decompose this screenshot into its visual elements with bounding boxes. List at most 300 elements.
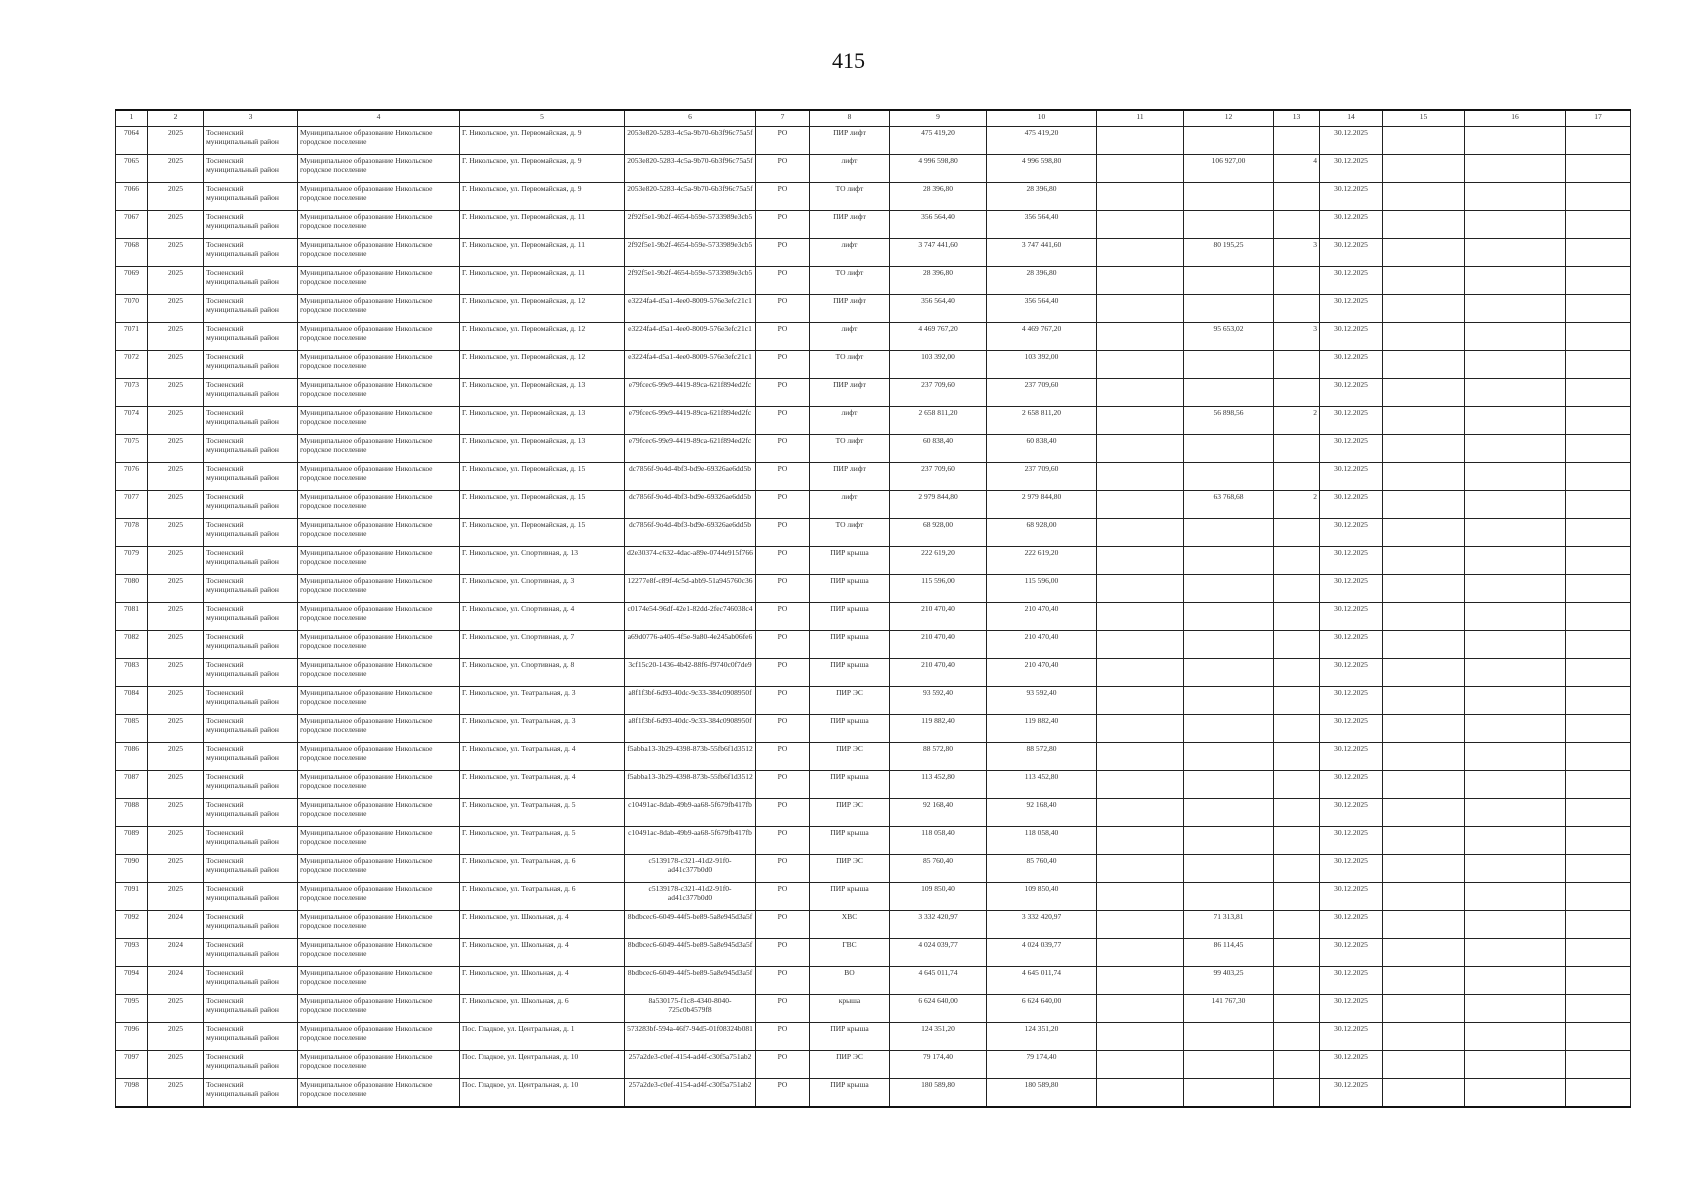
table-cell: e3224fa4-d5a1-4ee0-8009-576e3efc21c1	[625, 323, 756, 351]
table-cell: Тосненский муниципальный район	[204, 407, 298, 435]
table-cell: Тосненский муниципальный район	[204, 1051, 298, 1079]
table-row	[116, 659, 1631, 687]
table-cell: ХВС	[810, 911, 890, 939]
table-cell: 2025	[148, 183, 204, 211]
table-cell: РО	[756, 155, 810, 183]
table-cell: Муниципальное образование Никольское городское поселение	[298, 547, 460, 575]
table-cell: ГВС	[810, 939, 890, 967]
table-cell: лифт	[810, 323, 890, 351]
table-cell: Муниципальное образование Никольское городское поселение	[298, 435, 460, 463]
table-cell	[1465, 799, 1566, 827]
table-cell: 30.12.2025	[1320, 295, 1383, 323]
table-cell	[1566, 323, 1631, 351]
table-cell	[1383, 1051, 1465, 1079]
table-cell: 2025	[148, 547, 204, 575]
table-cell	[1465, 575, 1566, 603]
table-cell	[1274, 855, 1320, 883]
table-cell: Тосненский муниципальный район	[204, 715, 298, 743]
table-cell: РО	[756, 771, 810, 799]
table-row	[116, 351, 1631, 379]
table-cell: Муниципальное образование Никольское городское поселение	[298, 799, 460, 827]
table-cell: 99 403,25	[1184, 967, 1274, 995]
table-cell	[1566, 519, 1631, 547]
table-cell	[1566, 575, 1631, 603]
table-cell	[1274, 435, 1320, 463]
table-cell: РО	[756, 799, 810, 827]
table-cell	[1184, 799, 1274, 827]
table-cell: Тосненский муниципальный район	[204, 771, 298, 799]
table-cell	[1097, 127, 1184, 155]
table-cell: РО	[756, 883, 810, 911]
table-cell: 30.12.2025	[1320, 799, 1383, 827]
table-cell	[1097, 379, 1184, 407]
table-cell: 118 058,40	[890, 827, 987, 855]
table-cell: 4 469 767,20	[890, 323, 987, 351]
table-cell: Пос. Гладкое, ул. Центральная, д. 1	[460, 1023, 625, 1051]
column-header: 2	[148, 110, 204, 127]
table-cell	[1465, 855, 1566, 883]
table-cell: 30.12.2025	[1320, 267, 1383, 295]
table-cell	[1465, 1051, 1566, 1079]
table-cell	[1274, 1079, 1320, 1107]
table-row	[116, 239, 1631, 267]
table-cell	[1465, 435, 1566, 463]
table-cell	[1566, 659, 1631, 687]
table-cell	[1184, 519, 1274, 547]
table-cell: ПИР крыша	[810, 631, 890, 659]
table-cell: Г. Никольское, ул. Первомайская, д. 11	[460, 211, 625, 239]
table-cell: a69d0776-a405-4f5e-9a80-4e245ab06fe6	[625, 631, 756, 659]
table-cell: 30.12.2025	[1320, 575, 1383, 603]
table-cell: 115 596,00	[987, 575, 1097, 603]
table-cell	[1097, 687, 1184, 715]
table-cell: 30.12.2025	[1320, 127, 1383, 155]
table-cell: 4 469 767,20	[987, 323, 1097, 351]
table-cell: c5139178-c321-41d2-91f0-ad41c377b0d0	[625, 855, 756, 883]
table-cell: 30.12.2025	[1320, 351, 1383, 379]
table-cell	[1274, 631, 1320, 659]
table-cell	[1465, 239, 1566, 267]
table-cell	[1184, 435, 1274, 463]
table-cell	[1274, 967, 1320, 995]
table-cell: ПИР лифт	[810, 463, 890, 491]
table-cell	[1465, 743, 1566, 771]
table-cell	[1274, 743, 1320, 771]
table-cell: 237 709,60	[890, 463, 987, 491]
table-cell: РО	[756, 379, 810, 407]
table-cell: Муниципальное образование Никольское городское поселение	[298, 1051, 460, 1079]
table-cell	[1383, 575, 1465, 603]
table-cell: 93 592,40	[987, 687, 1097, 715]
table-row	[116, 323, 1631, 351]
table-cell: РО	[756, 827, 810, 855]
table-cell: 30.12.2025	[1320, 631, 1383, 659]
table-cell: РО	[756, 967, 810, 995]
table-cell: 56 898,56	[1184, 407, 1274, 435]
table-cell: 30.12.2025	[1320, 939, 1383, 967]
table-cell: Г. Никольское, ул. Спортивная, д. 7	[460, 631, 625, 659]
table-cell: Тосненский муниципальный район	[204, 379, 298, 407]
table-cell	[1274, 1023, 1320, 1051]
table-row	[116, 799, 1631, 827]
column-header: 7	[756, 110, 810, 127]
table-cell	[1274, 379, 1320, 407]
table-cell: 2025	[148, 603, 204, 631]
table-cell	[1097, 799, 1184, 827]
table-cell: 257a2de3-c0ef-4154-ad4f-c30f5a751ab2	[625, 1051, 756, 1079]
table-cell: Тосненский муниципальный район	[204, 855, 298, 883]
table-cell: Г. Никольское, ул. Спортивная, д. 3	[460, 575, 625, 603]
table-cell: Тосненский муниципальный район	[204, 463, 298, 491]
table-cell: ПИР ЭС	[810, 743, 890, 771]
table-row	[116, 743, 1631, 771]
table-cell	[1383, 547, 1465, 575]
table-cell: Тосненский муниципальный район	[204, 1023, 298, 1051]
table-cell: лифт	[810, 239, 890, 267]
table-cell: Пос. Гладкое, ул. Центральная, д. 10	[460, 1079, 625, 1107]
column-header: 4	[298, 110, 460, 127]
table-cell: 30.12.2025	[1320, 379, 1383, 407]
table-cell: 7094	[116, 967, 148, 995]
table-cell: 141 767,30	[1184, 995, 1274, 1023]
table-cell: 60 838,40	[890, 435, 987, 463]
table-cell: РО	[756, 239, 810, 267]
table-cell: 30.12.2025	[1320, 183, 1383, 211]
table-cell: ПИР лифт	[810, 211, 890, 239]
table-cell: ПИР ЭС	[810, 687, 890, 715]
table-cell: 2025	[148, 491, 204, 519]
table-cell: 2025	[148, 435, 204, 463]
table-cell: Муниципальное образование Никольское городское поселение	[298, 323, 460, 351]
table-cell: Муниципальное образование Никольское городское поселение	[298, 1023, 460, 1051]
table-cell: Муниципальное образование Никольское городское поселение	[298, 939, 460, 967]
table-cell	[1097, 267, 1184, 295]
column-header: 5	[460, 110, 625, 127]
table-cell	[1383, 743, 1465, 771]
table-cell: 30.12.2025	[1320, 547, 1383, 575]
table-cell	[1465, 155, 1566, 183]
table-cell: Г. Никольское, ул. Первомайская, д. 12	[460, 323, 625, 351]
table-cell: Муниципальное образование Никольское городское поселение	[298, 127, 460, 155]
table-cell	[1097, 323, 1184, 351]
table-cell: 7065	[116, 155, 148, 183]
table-cell	[1566, 267, 1631, 295]
table-cell: 7077	[116, 491, 148, 519]
table-cell	[1566, 1023, 1631, 1051]
table-cell: 7085	[116, 715, 148, 743]
table-cell	[1274, 519, 1320, 547]
table-cell	[1097, 239, 1184, 267]
table-row	[116, 379, 1631, 407]
table-cell: 88 572,80	[890, 743, 987, 771]
table-cell: 2024	[148, 911, 204, 939]
table-cell: Муниципальное образование Никольское городское поселение	[298, 715, 460, 743]
table-cell	[1566, 463, 1631, 491]
table-cell: 4 996 598,80	[987, 155, 1097, 183]
column-header: 10	[987, 110, 1097, 127]
table-cell	[1566, 743, 1631, 771]
table-cell	[1097, 491, 1184, 519]
table-cell: 3	[1274, 323, 1320, 351]
table-cell: ПИР крыша	[810, 603, 890, 631]
table-cell	[1566, 351, 1631, 379]
table-cell	[1465, 715, 1566, 743]
table-cell	[1274, 995, 1320, 1023]
table-cell: 109 850,40	[987, 883, 1097, 911]
table-cell	[1274, 127, 1320, 155]
table-cell: 2025	[148, 631, 204, 659]
table-cell: Муниципальное образование Никольское городское поселение	[298, 183, 460, 211]
table-cell	[1383, 1079, 1465, 1107]
table-cell	[1383, 603, 1465, 631]
table-cell	[1383, 687, 1465, 715]
table-cell: ПИР крыша	[810, 827, 890, 855]
table-cell	[1383, 995, 1465, 1023]
table-cell: 7074	[116, 407, 148, 435]
table-cell: 30.12.2025	[1320, 827, 1383, 855]
table-cell: 3 747 441,60	[987, 239, 1097, 267]
table-cell: Муниципальное образование Никольское городское поселение	[298, 463, 460, 491]
table-cell: 4 645 011,74	[890, 967, 987, 995]
table-cell	[1097, 995, 1184, 1023]
table-cell: Тосненский муниципальный район	[204, 939, 298, 967]
table-cell	[1566, 491, 1631, 519]
table-cell: ПИР ЭС	[810, 855, 890, 883]
table-cell: 30.12.2025	[1320, 995, 1383, 1023]
table-cell: 475 419,20	[890, 127, 987, 155]
table-cell	[1274, 687, 1320, 715]
table-cell: РО	[756, 659, 810, 687]
table-cell: a8f1f3bf-6d93-40dc-9c33-384c0908950f	[625, 715, 756, 743]
table-cell: 7071	[116, 323, 148, 351]
table-cell: 7096	[116, 1023, 148, 1051]
table-cell: 7075	[116, 435, 148, 463]
table-cell: 28 396,80	[890, 183, 987, 211]
table-row	[116, 911, 1631, 939]
table-cell: ТО лифт	[810, 435, 890, 463]
table-cell	[1274, 211, 1320, 239]
table-cell: 210 470,40	[987, 603, 1097, 631]
table-cell: 2025	[148, 407, 204, 435]
table-cell: Г. Никольское, ул. Первомайская, д. 9	[460, 127, 625, 155]
table-cell: РО	[756, 407, 810, 435]
table-cell: Г. Никольское, ул. Первомайская, д. 13	[460, 379, 625, 407]
table-cell	[1465, 491, 1566, 519]
table-cell	[1097, 771, 1184, 799]
table-cell: 2f92f5e1-9b2f-4654-b59e-5733989e3cb5	[625, 239, 756, 267]
table-cell: 7097	[116, 1051, 148, 1079]
table-cell	[1097, 351, 1184, 379]
table-cell	[1097, 407, 1184, 435]
table-cell: 30.12.2025	[1320, 1079, 1383, 1107]
table-cell	[1566, 911, 1631, 939]
table-cell	[1184, 463, 1274, 491]
table-cell	[1383, 939, 1465, 967]
table-cell: 30.12.2025	[1320, 603, 1383, 631]
table-row	[116, 631, 1631, 659]
table-cell: 356 564,40	[987, 295, 1097, 323]
table-cell: 2025	[148, 743, 204, 771]
table-cell: 2024	[148, 967, 204, 995]
table-cell	[1566, 715, 1631, 743]
table-cell: РО	[756, 295, 810, 323]
table-cell	[1097, 575, 1184, 603]
table-cell	[1184, 715, 1274, 743]
table-cell: ПИР ЭС	[810, 799, 890, 827]
table-cell: 30.12.2025	[1320, 211, 1383, 239]
table-cell: ПИР крыша	[810, 1079, 890, 1107]
table-cell	[1184, 827, 1274, 855]
table-cell	[1184, 351, 1274, 379]
table-cell: лифт	[810, 491, 890, 519]
table-cell: 573283bf-594a-46f7-94d5-01f08324b081	[625, 1023, 756, 1051]
table-cell: 2025	[148, 771, 204, 799]
table-row	[116, 575, 1631, 603]
table-cell	[1184, 603, 1274, 631]
table-row	[116, 519, 1631, 547]
table-cell: 7086	[116, 743, 148, 771]
table-cell	[1465, 911, 1566, 939]
table-cell: 7090	[116, 855, 148, 883]
table-cell: 2053e820-5283-4c5a-9b70-6b3f96c75a5f	[625, 183, 756, 211]
table-cell	[1383, 631, 1465, 659]
table-cell	[1465, 519, 1566, 547]
table-cell: 7073	[116, 379, 148, 407]
table-cell: Муниципальное образование Никольское городское поселение	[298, 407, 460, 435]
table-cell	[1274, 1051, 1320, 1079]
table-cell: РО	[756, 491, 810, 519]
table-cell: 2025	[148, 1079, 204, 1107]
table-cell	[1566, 799, 1631, 827]
table-row	[116, 603, 1631, 631]
table-cell: 30.12.2025	[1320, 1023, 1383, 1051]
table-cell	[1184, 855, 1274, 883]
table-cell: ПИР крыша	[810, 883, 890, 911]
table-cell	[1274, 603, 1320, 631]
table-cell: 30.12.2025	[1320, 435, 1383, 463]
table-cell: ПИР крыша	[810, 547, 890, 575]
column-header: 12	[1184, 110, 1274, 127]
table-cell: РО	[756, 855, 810, 883]
table-cell: Г. Никольское, ул. Первомайская, д. 12	[460, 295, 625, 323]
table-cell: Тосненский муниципальный район	[204, 435, 298, 463]
table-cell: Муниципальное образование Никольское городское поселение	[298, 295, 460, 323]
table-cell: Тосненский муниципальный район	[204, 491, 298, 519]
column-header: 3	[204, 110, 298, 127]
table-cell	[1566, 239, 1631, 267]
table-cell	[1383, 715, 1465, 743]
table-cell	[1097, 911, 1184, 939]
table-cell	[1097, 463, 1184, 491]
table-cell: d2e30374-c632-4dac-a89e-0744e915f766	[625, 547, 756, 575]
table-cell: Тосненский муниципальный район	[204, 239, 298, 267]
table-cell: Г. Никольское, ул. Театральная, д. 3	[460, 715, 625, 743]
table-cell: Г. Никольское, ул. Первомайская, д. 11	[460, 267, 625, 295]
table-cell: Муниципальное образование Никольское городское поселение	[298, 743, 460, 771]
table-cell	[1566, 407, 1631, 435]
table-cell	[1097, 855, 1184, 883]
table-cell	[1465, 379, 1566, 407]
table-cell: 8bdbcec6-6049-44f5-be89-5a8e945d3a5f	[625, 967, 756, 995]
table-cell	[1566, 855, 1631, 883]
table-cell	[1383, 519, 1465, 547]
table-cell: 63 768,68	[1184, 491, 1274, 519]
table-cell: 2025	[148, 211, 204, 239]
header-row	[116, 110, 1631, 127]
table-cell	[1465, 295, 1566, 323]
table-cell	[1383, 771, 1465, 799]
table-cell: РО	[756, 211, 810, 239]
table-cell: 3 332 420,97	[987, 911, 1097, 939]
table-cell	[1184, 1051, 1274, 1079]
table-cell: Г. Никольское, ул. Первомайская, д. 9	[460, 183, 625, 211]
table-cell: 2053e820-5283-4c5a-9b70-6b3f96c75a5f	[625, 155, 756, 183]
table-cell: 210 470,40	[890, 603, 987, 631]
table-cell	[1465, 827, 1566, 855]
table-cell: 92 168,40	[987, 799, 1097, 827]
table-cell: Г. Никольское, ул. Школьная, д. 4	[460, 967, 625, 995]
table-cell: 7068	[116, 239, 148, 267]
table-cell: 85 760,40	[890, 855, 987, 883]
table-cell	[1566, 883, 1631, 911]
table-row	[116, 883, 1631, 911]
table-row	[116, 827, 1631, 855]
column-header: 9	[890, 110, 987, 127]
table-cell: РО	[756, 939, 810, 967]
table-cell	[1097, 967, 1184, 995]
table-cell: 2024	[148, 939, 204, 967]
column-header: 1	[116, 110, 148, 127]
table-cell: Пос. Гладкое, ул. Центральная, д. 10	[460, 1051, 625, 1079]
table-cell: 7079	[116, 547, 148, 575]
table-cell: РО	[756, 715, 810, 743]
table-cell	[1184, 379, 1274, 407]
table-cell: 118 058,40	[987, 827, 1097, 855]
table-cell: Г. Никольское, ул. Первомайская, д. 9	[460, 155, 625, 183]
table-row	[116, 771, 1631, 799]
table-cell: 7092	[116, 911, 148, 939]
table-row	[116, 687, 1631, 715]
table-cell: 124 351,20	[987, 1023, 1097, 1051]
column-header: 15	[1383, 110, 1465, 127]
table-cell	[1274, 771, 1320, 799]
table-cell: c0174e54-96df-42e1-82dd-2fec746038c4	[625, 603, 756, 631]
table-cell: 475 419,20	[987, 127, 1097, 155]
table-cell: 356 564,40	[890, 295, 987, 323]
table-cell: 103 392,00	[987, 351, 1097, 379]
table-cell	[1274, 463, 1320, 491]
table-cell: 7095	[116, 995, 148, 1023]
table-cell	[1465, 547, 1566, 575]
table-cell	[1383, 211, 1465, 239]
table-cell: 2025	[148, 519, 204, 547]
table-cell: ПИР ЭС	[810, 1051, 890, 1079]
table-cell	[1184, 631, 1274, 659]
table-cell	[1097, 519, 1184, 547]
table-cell: 113 452,80	[890, 771, 987, 799]
table-cell: 2053e820-5283-4c5a-9b70-6b3f96c75a5f	[625, 127, 756, 155]
table-cell	[1383, 155, 1465, 183]
table-cell	[1383, 883, 1465, 911]
table-cell: 237 709,60	[987, 379, 1097, 407]
table-cell: 7066	[116, 183, 148, 211]
table-cell: Г. Никольское, ул. Школьная, д. 6	[460, 995, 625, 1023]
table-cell: 2 979 844,80	[890, 491, 987, 519]
table-cell: 30.12.2025	[1320, 407, 1383, 435]
table-cell	[1383, 911, 1465, 939]
table-cell: dc7856f-9o4d-4bf3-bd9e-69326ae6dd5b	[625, 491, 756, 519]
table-cell: Г. Никольское, ул. Спортивная, д. 13	[460, 547, 625, 575]
